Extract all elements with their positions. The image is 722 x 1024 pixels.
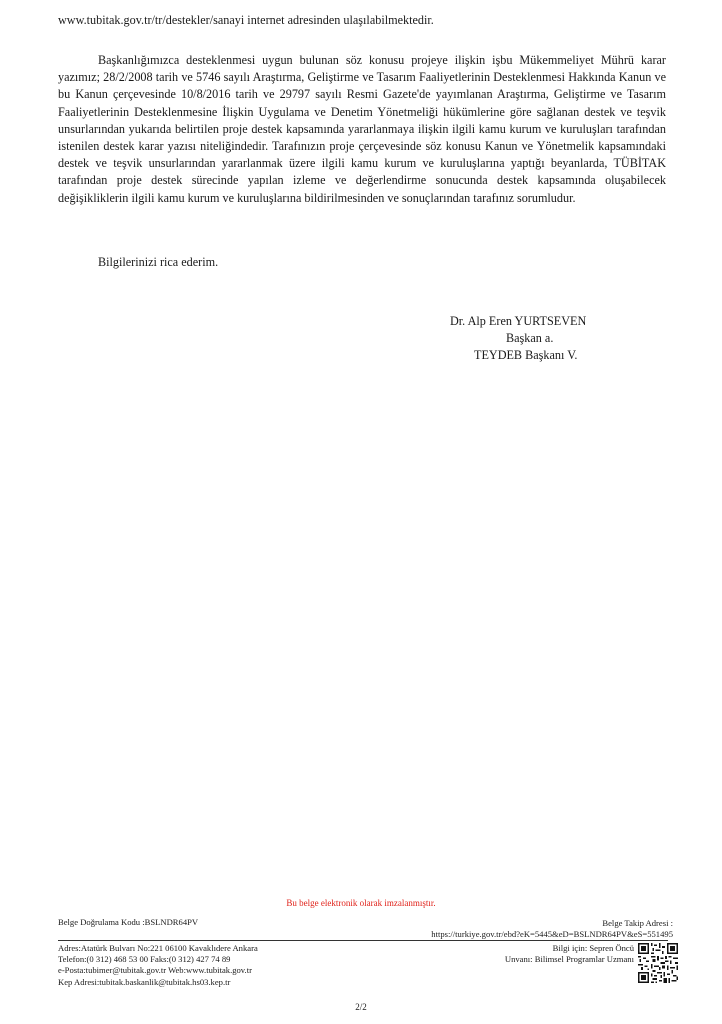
- tracking-label: Belge Takip Adresi :: [602, 918, 673, 928]
- main-paragraph: Başkanlığımızca desteklenmesi uygun bulunan söz konusu projeye ilişkin işbu Mükemmeliyet Mührü karar yazımız; 28/2/2008 tarih ve 5746 sayılı Araştırma, Geliştirme ve Tasarım Faaliyetlerinin Desteklenmesi Hakkında Kanun ve bu Kanun çerçevesinde 10/8/2016 tarih ve 29797 sayılı Resmi Gazete'de yayımlanan Araştırma, Geliştirme ve Tasarım Faaliyetlerinin Desteklenmesine İlişkin Uygulama ve Denetim Yönetmeliği hükümlerine göre sağlanan destek ve teşvik unsurlarından yukarıda belirtilen proje destek kapsamında yararlanmaya ilişkin ilgili kamu kurum ve kuruluşları tarafından istenilen destek karar yazısı niteliğindedir. Tarafınızın proje çerçevesinde söz konusu Kanun ve Yönetmelik kapsamındaki destek ve teşvik unsurlarından yararlanmak üzere ilgili kamu kurum ve kuruluşlarına yaptığı beyanlarda, TÜBİTAK tarafından proje destek sürecinde yapılan izleme ve değerlendirme sonucunda destek kapsamında oluşabilecek değişikliklerin ilgili kamu kurum ve kuruluşlarına bildirilmesinden ve sonuçlarından tarafınız sorumludur.: [58, 53, 666, 205]
- signatory-title: Başkan a.: [506, 331, 554, 346]
- url-reference-line: www.tubitak.gov.tr/tr/destekler/sanayi internet adresinden ulaşılabilmektedir.: [58, 13, 434, 27]
- tracking-url-link[interactable]: https://turkiye.gov.tr/ebd?eK=5445&eD=BSLNDR64PV&eS=551495: [431, 929, 673, 939]
- e-signature-notice: Bu belge elektronik olarak imzalanmıştır.: [286, 898, 436, 908]
- signatory-role: TEYDEB Başkanı V.: [474, 348, 578, 363]
- contact-block: [505, 943, 634, 965]
- page-number: 2/2: [355, 1002, 367, 1012]
- signatory-name: Dr. Alp Eren YURTSEVEN: [450, 314, 587, 328]
- footer-divider: [58, 940, 668, 941]
- closing-paragraph: Bilgilerinizi rica ederim.: [98, 255, 219, 269]
- email-web-line: e-Posta:tubimer@tubitak.gov.tr Web:www.tubitak.gov.tr: [58, 965, 252, 976]
- address-block: [58, 943, 258, 988]
- contact-title: Unvanı: Bilimsel Programlar Uzmanı: [504, 954, 634, 964]
- contact-person: Bilgi için: Sepren Öncü: [552, 943, 634, 953]
- kep-address-line: Kep Adresi:tubitak.baskanlik@tubitak.hs03.kep.tr: [58, 976, 231, 987]
- signature-block: [450, 313, 586, 365]
- qr-code-icon: [638, 943, 678, 983]
- phone-fax-line: Telefon:(0 312) 468 53 00 Faks:(0 312) 427 74 89: [58, 954, 231, 965]
- address-line: Adres:Atatürk Bulvarı No:221 06100 Kavaklıdere Ankara: [58, 943, 258, 953]
- verification-code: Belge Doğrulama Kodu :BSLNDR64PV: [58, 917, 199, 927]
